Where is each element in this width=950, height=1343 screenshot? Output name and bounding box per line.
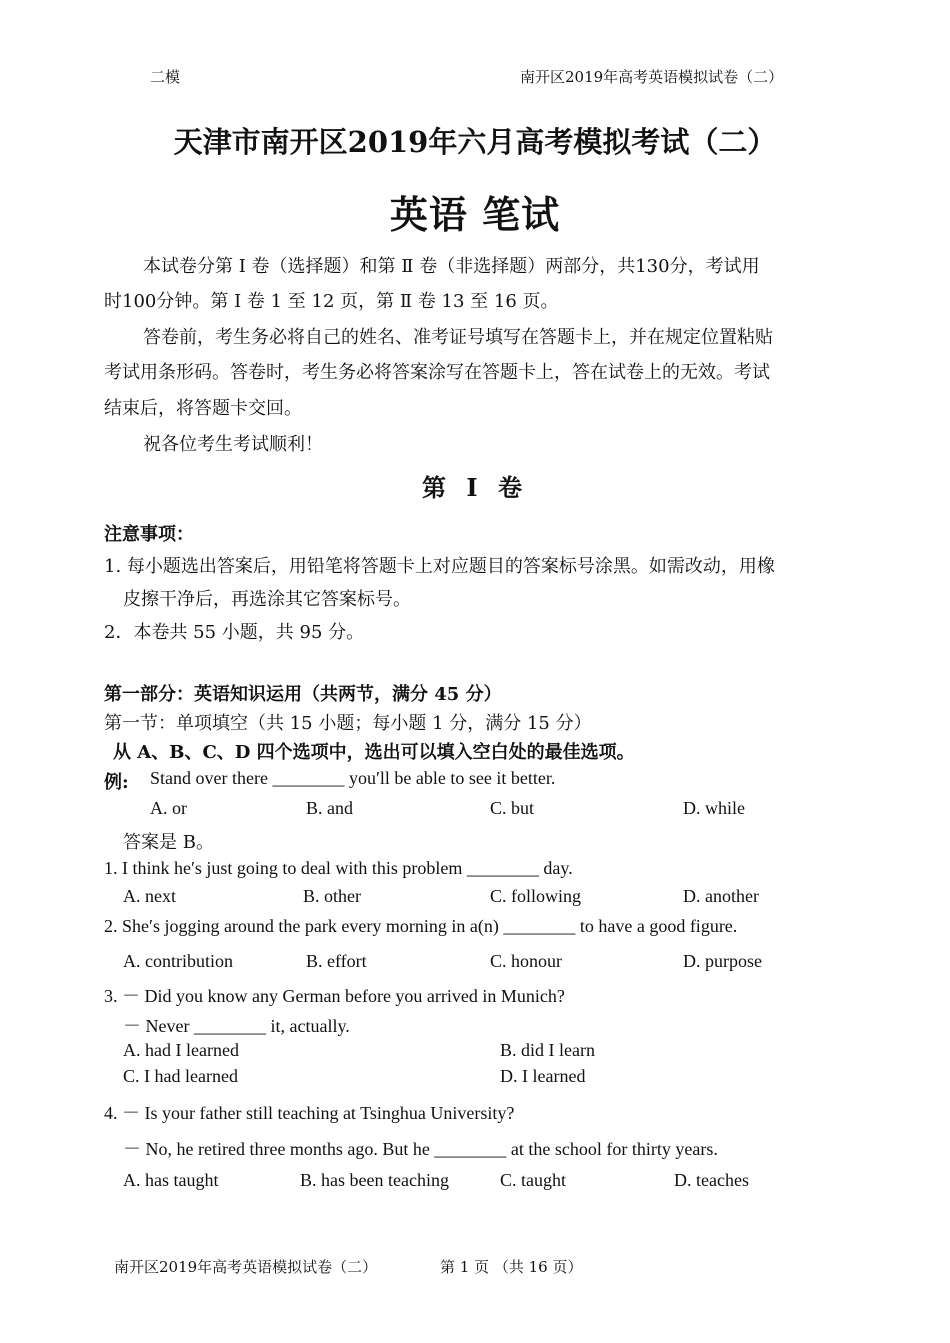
question-4-option-d: D. teaches <box>674 1170 749 1190</box>
note-1-line2: 皮擦干净后，再选涂其它答案标号。 <box>123 589 411 610</box>
question-2-option-d: D. purpose <box>683 951 762 971</box>
example-option-d: D. while <box>683 798 745 818</box>
question-1-stem: 1. I think he′s just going to deal with this problem ________ day. <box>104 858 573 878</box>
intro-p1-line2: 时100分钟。第 Ⅰ 卷 1 至 12 页，第 Ⅱ 卷 13 至 16 页。 <box>104 291 559 312</box>
question-3-stem: 3. － Did you know any German before you arrived in Munich? <box>104 986 565 1006</box>
intro-p3: 祝各位考生考试顺利！ <box>143 434 323 455</box>
question-3-option-a: A. had I learned <box>123 1040 239 1060</box>
exam-subtitle: 英语 笔试 <box>389 192 561 237</box>
note-2: 2．本卷共 55 小题，共 95 分。 <box>104 622 365 643</box>
intro-p2-line2: 考试用条形码。答卷时，考生务必将答案涂写在答题卡上，答在试卷上的无效。考试 <box>104 362 770 383</box>
example-answer: 答案是 B。 <box>123 832 214 853</box>
exam-title: 天津市南开区2019年六月高考模拟考试（二） <box>173 125 777 159</box>
question-3-reply: － Never ________ it, actually. <box>123 1016 350 1036</box>
question-4-reply: － No, he retired three months ago. But he ________ at the school for thirty years. <box>123 1139 718 1159</box>
question-4-stem: 4. － Is your father still teaching at Tsinghua University? <box>104 1103 515 1123</box>
part1-subheading: 第一节：单项填空（共 15 小题；每小题 1 分，满分 15 分） <box>104 713 592 734</box>
intro-p1-line1: 本试卷分第 Ⅰ 卷（选择题）和第 Ⅱ 卷（非选择题）两部分，共130分，考试用 <box>143 256 760 277</box>
question-1-option-b: B. other <box>303 886 361 906</box>
example-option-c: C. but <box>490 798 535 818</box>
footer-page-number: 第 1 页 （共 16 页） <box>440 1258 583 1276</box>
example-stem: Stand over there ________ you′ll be able to see it better. <box>150 768 556 788</box>
note-1-line1: 1. 每小题选出答案后，用铅笔将答题卡上对应题目的答案标号涂黑。如需改动，用橡 <box>104 556 775 577</box>
question-1-option-a: A. next <box>123 886 176 906</box>
question-2-stem: 2. She′s jogging around the park every morning in a(n) ________ to have a good figure. <box>104 916 738 936</box>
notes-heading: 注意事项： <box>104 524 194 545</box>
question-4-option-a: A. has taught <box>123 1170 219 1190</box>
question-4-option-c: C. taught <box>500 1170 566 1190</box>
question-3-option-b: B. did I learn <box>500 1040 595 1060</box>
part1-instruction: 从 A、B、C、D 四个选项中，选出可以填入空白处的最佳选项。 <box>113 742 635 763</box>
example-option-b: B. and <box>306 798 353 818</box>
section-title: 第 Ⅰ 卷 <box>422 473 528 502</box>
intro-p2-line3: 结束后，将答题卡交回。 <box>104 398 302 419</box>
question-1-option-c: C. following <box>490 886 582 906</box>
question-3-option-d: D. I learned <box>500 1066 586 1086</box>
question-1-option-d: D. another <box>683 886 759 906</box>
question-2-option-b: B. effort <box>306 951 367 971</box>
intro-p2-line1: 答卷前，考生务必将自己的姓名、准考证号填写在答题卡上，并在规定位置粘贴 <box>143 327 773 348</box>
example-label: 例: <box>104 772 129 793</box>
footer-left: 南开区2019年高考英语模拟试卷（二） <box>114 1258 378 1276</box>
question-2-option-c: C. honour <box>490 951 562 971</box>
question-3-option-c: C. I had learned <box>123 1066 238 1086</box>
header-left: 二模 <box>150 68 181 86</box>
part1-heading: 第一部分：英语知识运用（共两节，满分 45 分） <box>104 684 502 705</box>
question-2-option-a: A. contribution <box>123 951 233 971</box>
header-right: 南开区2019年高考英语模拟试卷（二） <box>520 68 784 86</box>
example-option-a: A. or <box>150 798 187 818</box>
question-4-option-b: B. has been teaching <box>300 1170 449 1190</box>
